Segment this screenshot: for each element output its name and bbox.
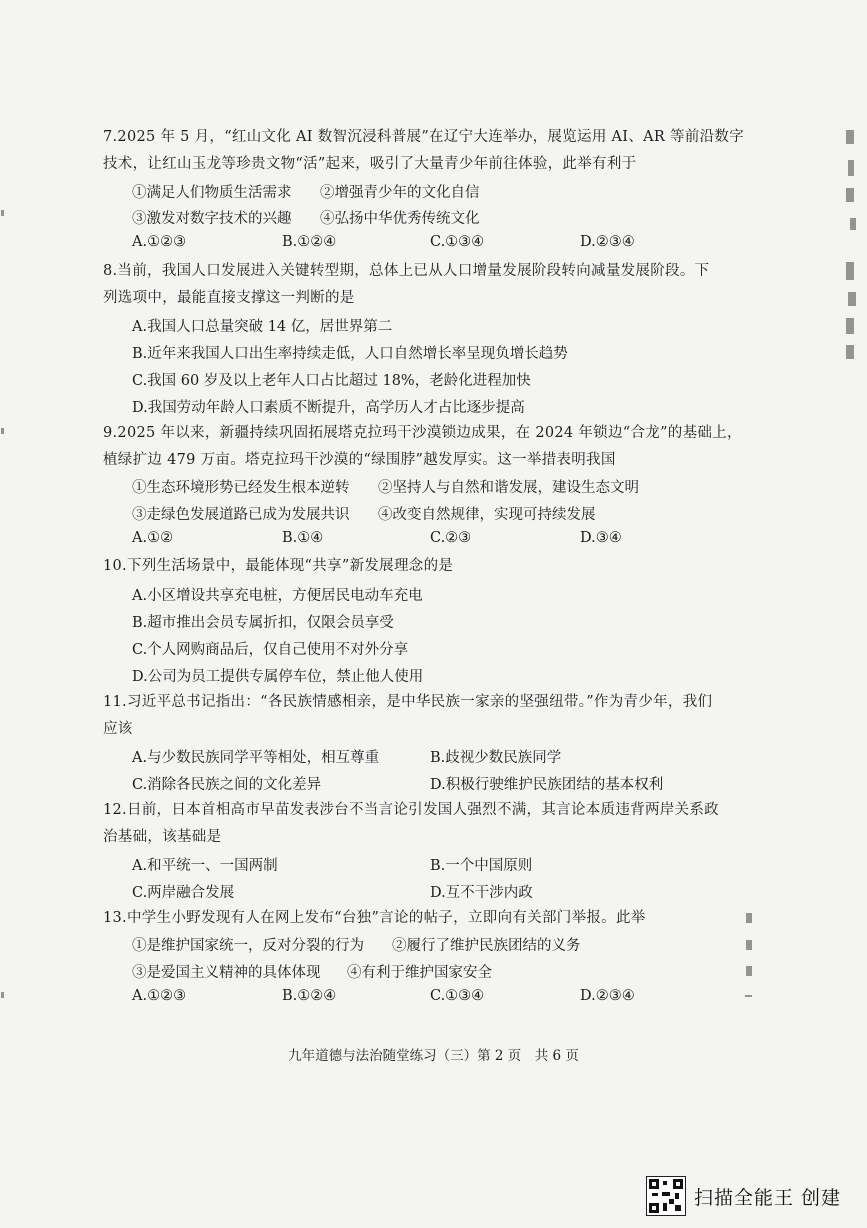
question-11-option-b: B.歧视少数民族同学 (430, 750, 562, 766)
watermark-text: 扫描全能王 创建 (693, 1186, 841, 1209)
question-9-item-4: ④改变自然规律，实现可持续发展 (378, 507, 596, 523)
question-12-option-d: D.互不干涉内政 (430, 885, 533, 901)
question-10-stem-line1: 10.下列生活场景中，最能体现“共享”新发展理念的是 (103, 558, 454, 574)
question-13-item-2: ②履行了维护民族团结的义务 (392, 938, 581, 954)
question-10-option-d: D.公司为员工提供专属停车位，禁止他人使用 (132, 669, 424, 685)
question-8-option-d: D.我国劳动年龄人口素质不断提升，高学历人才占比逐步提高 (132, 400, 525, 416)
question-7-item-4: ④弘扬中华优秀传统文化 (320, 211, 480, 227)
question-13-stem-line1: 13.中学生小野发现有人在网上发布“台独”言论的帖子，立即向有关部门举报。此举 (103, 910, 646, 926)
question-8-option-c: C.我国 60 岁及以上老年人口占比超过 18%，老龄化进程加快 (132, 373, 531, 389)
question-9-item-2: ②坚持人与自然和谐发展，建设生态文明 (378, 480, 639, 496)
question-9-option-c: C.②③ (430, 530, 472, 546)
question-7-option-a: A.①②③ (132, 234, 187, 250)
question-7-option-b: B.①②④ (282, 234, 337, 250)
question-10-option-a: A.小区增设共享充电桩，方便居民电动车充电 (132, 588, 423, 604)
question-9-item-3: ③走绿色发展道路已成为发展共识 (132, 507, 350, 523)
question-7-item-1: ①满足人们物质生活需求 (132, 185, 292, 201)
question-9-stem-line1: 9.2025 年以来，新疆持续巩固拓展塔克拉玛干沙漠锁边成果，在 2024 年锁边“合龙”的基础上， (103, 425, 742, 441)
question-13-option-b: B.①②④ (282, 988, 337, 1004)
question-11-option-c: C.消除各民族之间的文化差异 (132, 777, 322, 793)
question-8-stem-line2: 列选项中，最能直接支撑这一判断的是 (103, 290, 355, 306)
question-11-stem-line2: 应该 (103, 721, 133, 737)
question-9-option-d: D.③④ (580, 530, 622, 546)
question-8-stem-line1: 8.当前，我国人口发展进入关键转型期，总体上已从人口增量发展阶段转向减量发展阶段。下 (103, 263, 710, 279)
page-footer: 九年道德与法治随堂练习（三）第 2 页 共 6 页 (288, 1048, 579, 1064)
question-13-item-4: ④有利于维护国家安全 (347, 965, 492, 981)
question-7-stem-line1: 7.2025 年 5 月，“红山文化 AI 数智沉浸科普展”在辽宁大连举办，展览运用 AI、AR 等前沿数字 (103, 129, 745, 145)
question-10-option-b: B.超市推出会员专属折扣，仅限会员享受 (132, 615, 394, 631)
question-9-option-b: B.①④ (282, 530, 324, 546)
question-13-option-d: D.②③④ (580, 988, 635, 1004)
question-12-stem-line2: 治基础，该基础是 (103, 829, 222, 845)
question-9-item-1: ①生态环境形势已经发生根本逆转 (132, 480, 350, 496)
question-7-option-d: D.②③④ (580, 234, 635, 250)
question-12-option-a: A.和平统一、一国两制 (132, 858, 278, 874)
question-9-stem-line2: 植绿扩边 479 万亩。塔克拉玛干沙漠的“绿围脖”越发厚实。这一举措表明我国 (103, 452, 616, 468)
question-9-option-a: A.①② (132, 530, 174, 546)
question-11-option-d: D.积极行驶维护民族团结的基本权利 (430, 777, 664, 793)
question-10-option-c: C.个人网购商品后，仅自己使用不对外分享 (132, 642, 409, 658)
question-8-option-b: B.近年来我国人口出生率持续走低，人口自然增长率呈现负增长趋势 (132, 346, 568, 362)
question-7-stem-line2: 技术，让红山玉龙等珍贵文物“活”起来，吸引了大量青少年前往体验，此举有利于 (103, 156, 637, 172)
question-13-item-3: ③是爱国主义精神的具体体现 (132, 965, 321, 981)
question-13-item-1: ①是维护国家统一，反对分裂的行为 (132, 938, 364, 954)
qr-code-icon (646, 1176, 686, 1216)
question-13-option-c: C.①③④ (430, 988, 485, 1004)
question-7-item-3: ③激发对数字技术的兴趣 (132, 211, 292, 227)
question-13-option-a: A.①②③ (132, 988, 187, 1004)
camscanner-watermark (646, 1176, 841, 1216)
question-12-stem-line1: 12.日前，日本首相高市早苗发表涉台不当言论引发国人强烈不满，其言论本质违背两岸关系政 (103, 802, 719, 818)
question-12-option-c: C.两岸融合发展 (132, 885, 235, 901)
question-11-stem-line1: 11.习近平总书记指出：“各民族情感相亲，是中华民族一家亲的坚强纽带。”作为青少年，我们 (103, 694, 713, 710)
question-7-option-c: C.①③④ (430, 234, 485, 250)
question-12-option-b: B.一个中国原则 (430, 858, 533, 874)
question-11-option-a: A.与少数民族同学平等相处，相互尊重 (132, 750, 380, 766)
question-7-item-2: ②增强青少年的文化自信 (320, 185, 480, 201)
question-8-option-a: A.我国人口总量突破 14 亿，居世界第二 (132, 319, 393, 335)
